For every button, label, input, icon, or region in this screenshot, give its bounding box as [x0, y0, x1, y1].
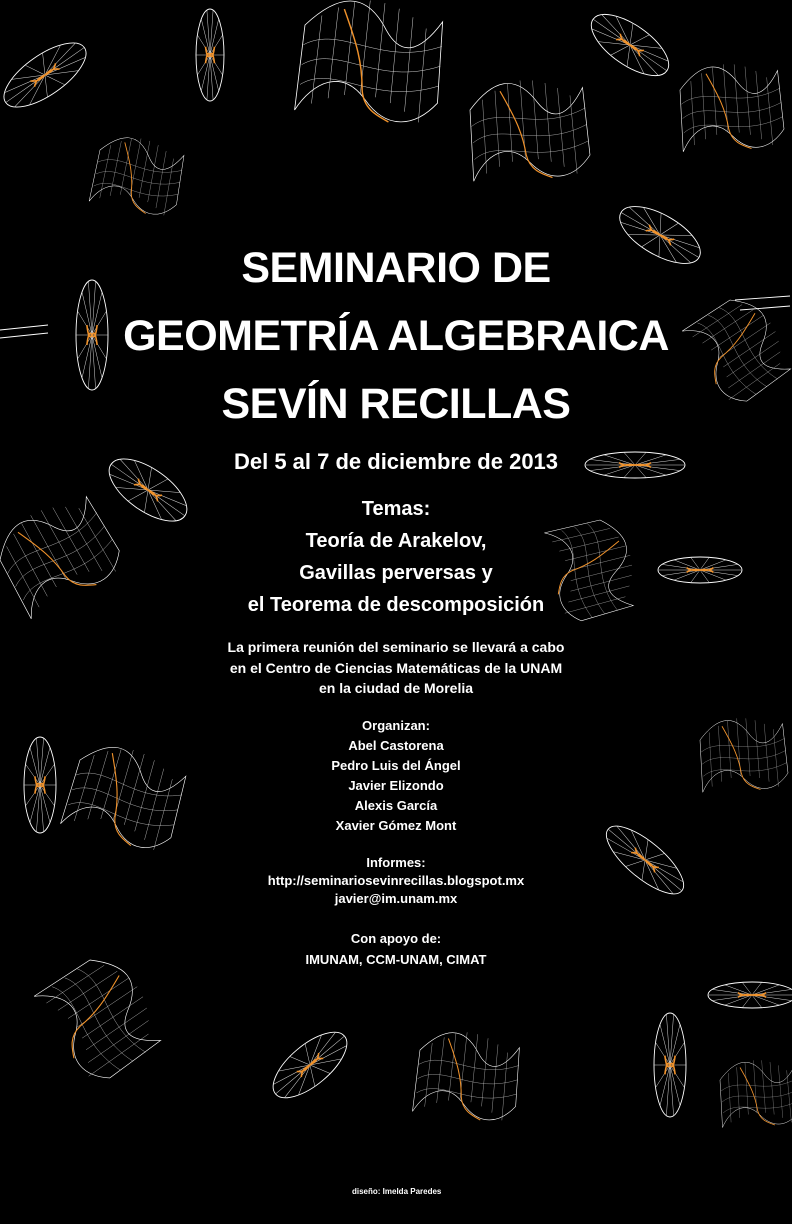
description-line: La primera reunión del seminario se llevará a cabo: [227, 639, 565, 655]
organizer-name: Javier Elizondo: [348, 778, 444, 793]
topics-block: [0, 493, 792, 621]
event-description: [0, 637, 792, 699]
disc-icon: [654, 1013, 686, 1117]
topics-heading: Temas:: [361, 498, 431, 520]
disc-icon: [582, 3, 679, 87]
info-url[interactable]: http://seminariosevinrecillas.blogspot.mx: [267, 873, 525, 888]
event-dates: Del 5 al 7 de diciembre de 2013: [233, 449, 559, 474]
organizer-name: Xavier Gómez Mont: [335, 818, 457, 833]
surface-icon: [290, 0, 453, 134]
info-block: [0, 854, 792, 908]
topic-item: Teoría de Arakelov,: [305, 530, 487, 552]
description-line: en el Centro de Ciencias Matemáticas de la UNAM: [229, 659, 563, 676]
poster-title: [0, 234, 792, 438]
topic-item: el Teorema de descomposición: [247, 594, 545, 616]
organizer-name: Abel Castorena: [348, 738, 444, 753]
title-line-1: SEMINARIO DE: [241, 244, 551, 292]
title-line-2: GEOMETRÍA ALGEBRAICA: [123, 312, 669, 360]
description-line: en la ciudad de Morelia: [318, 680, 474, 696]
organizer-name: Alexis García: [354, 798, 438, 813]
title-line-3: SEVÍN RECILLAS: [221, 380, 571, 428]
support-block: [0, 928, 792, 970]
surface-icon: [409, 1025, 527, 1129]
disc-icon: [708, 982, 792, 1008]
info-heading: Informes:: [366, 855, 426, 870]
organizers-heading: Organizan:: [362, 718, 430, 733]
organizers-block: [0, 716, 792, 836]
disc-icon: [0, 31, 96, 119]
surface-icon: [86, 129, 190, 223]
surface-icon: [470, 80, 590, 181]
support-institutions: IMUNAM, CCM-UNAM, CIMAT: [305, 952, 487, 967]
disc-icon: [263, 1021, 358, 1109]
support-heading: Con apoyo de:: [350, 931, 442, 946]
info-email[interactable]: javier@im.unam.mx: [334, 891, 458, 906]
disc-icon: [196, 9, 224, 101]
organizer-name: Pedro Luis del Ángel: [331, 758, 461, 773]
topic-item: Gavillas perversas y: [299, 562, 493, 584]
surface-icon: [720, 1060, 792, 1127]
design-credit: diseño: Imelda Paredes: [352, 1187, 442, 1196]
surface-icon: [680, 64, 784, 151]
